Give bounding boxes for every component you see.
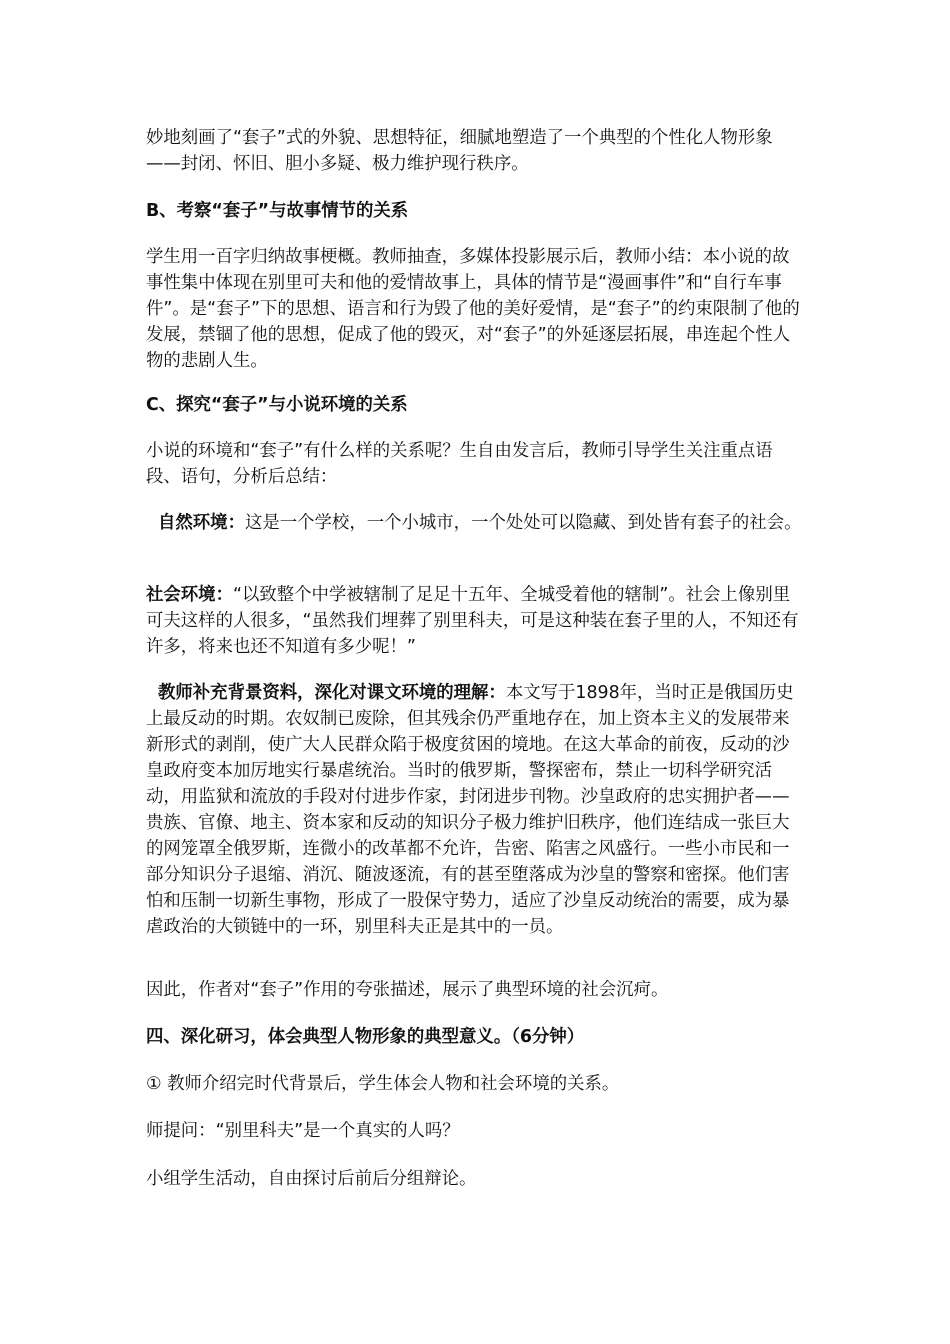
paragraph-environment-intro: 小说的环境和“套子”有什么样的关系呢？生自由发言后，教师引导学生关注重点语段、语句，分析后总结： <box>146 441 773 487</box>
list-item-1: ① 教师介绍完时代背景后，学生体会人物和社会环境的关系。 <box>146 1074 620 1094</box>
paragraph-social-environment <box>146 582 806 660</box>
background-text: 本文写于1898年，当时正是俄国历史上最反动的时期。农奴制已废除，但其残余仍严重地存在，加上资本主义的发展带来新形式的剥削，使广大人民群众陷于极度贫困的境地。在这大革命的前夜，反动的沙皇政府变本加厉地实行暴虐统治。当时的俄罗斯，警探密布，禁止一切科学研究活动，用监狱和流放的手段对付进步作家，封闭进步刊物。沙皇政府的忠实拥护者——贵族、官僚、地主、资本家和反动的知识分子极力维护旧秩序，他们连结成一张巨大的网笼罩全俄罗斯，连微小的改革都不允许，告密、陷害之风盛行。一些小市民和一部分知识分子退缩、消沉、随波逐流，有的甚至堕落成为沙皇的警察和密探。他们害怕和压制一切新生事物，形成了一股保守势力，适应了沙皇反动统治的需要，成为暴虐政治的大锁链中的一环，别里科夫正是其中的一员。 <box>146 683 794 937</box>
natural-environment-text: 这是一个学校，一个小城市，一个处处可以隐藏、到处皆有套子的社会。 <box>244 513 802 533</box>
paragraph-question: 师提问：“别里科夫”是一个真实的人吗？ <box>146 1121 460 1141</box>
natural-environment-label: 自然环境： <box>158 513 245 533</box>
paragraph-conclusion: 因此，作者对“套子”作用的夸张描述，展示了典型环境的社会沉疴。 <box>146 980 669 1000</box>
paragraph-plot: 学生用一百字归纳故事梗概。教师抽查，多媒体投影展示后，教师小结：本小说的故事性集中体现在别里可夫和他的爱情故事上，具体的情节是“漫画事件”和“自行车事件”。是“套子”下的思想、语言和行为毁了他的美好爱情，是“套子”的约束限制了他的发展，禁锢了他的思想，促成了他的毁灭，对“套子”的外延逐层拓展，串连起个性人物的悲剧人生。 <box>146 247 800 371</box>
paragraph-activity: 小组学生活动，自由探讨后前后分组辩论。 <box>146 1169 477 1189</box>
social-environment-label: 社会环境： <box>146 585 233 605</box>
social-environment-text: “以致整个中学被辖制了足足十五年、全城受着他的辖制”。社会上像别里可夫这样的人很多，“虽然我们埋葬了别里科夫，可是这种装在套子里的人，不知还有许多，将来也还不知道有多少呢！” <box>146 585 799 657</box>
paragraph-portrait: 妙地刻画了“套子”式的外貌、思想特征，细腻地塑造了一个典型的个性化人物形象——封闭、怀旧、胆小多疑、极力维护现行秩序。 <box>146 128 773 174</box>
background-label: 教师补充背景资料，深化对课文环境的理解： <box>158 683 506 703</box>
heading-section-four: 四、深化研习，体会典型人物形象的典型意义。（6分钟） <box>146 1027 585 1047</box>
paragraph-natural-environment <box>146 510 806 536</box>
heading-b: B、考察“套子”与故事情节的关系 <box>146 201 409 221</box>
heading-c: C、探究“套子”与小说环境的关系 <box>146 395 408 415</box>
paragraph-background <box>146 680 806 940</box>
